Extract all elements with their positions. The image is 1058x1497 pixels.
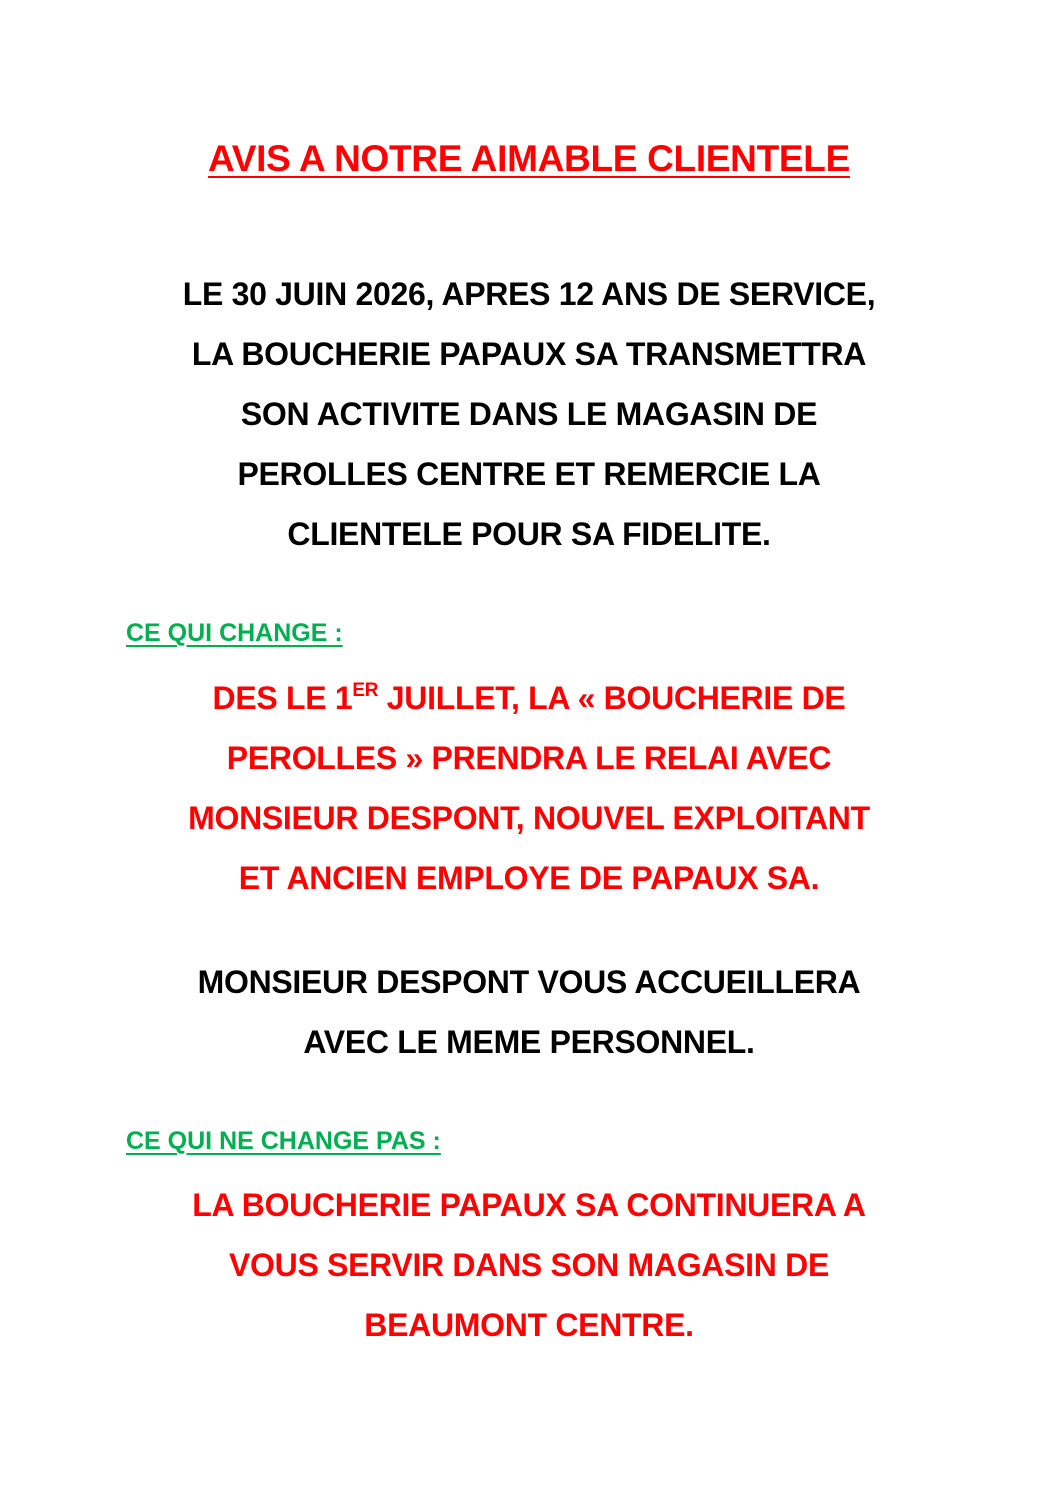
notice-title [0,136,1058,182]
intro-line: SON ACTIVITE DANS LE MAGASIN DE [240,396,818,432]
welcome-line: AVEC LE MEME PERSONNEL. [303,1024,755,1060]
nochange-line: LA BOUCHERIE PAPAUX SA CONTINUERA A [192,1187,866,1223]
welcome-line: MONSIEUR DESPONT VOUS ACCUEILLERA [197,964,861,1000]
intro-line: CLIENTELE POUR SA FIDELITE. [287,516,771,552]
changes-heading: CE QUI CHANGE : [126,619,343,647]
notice-title-text: AVIS A NOTRE AIMABLE CLIENTELE [208,138,850,179]
welcome-paragraph [100,952,958,1072]
changes-line: MONSIEUR DESPONT, NOUVEL EXPLOITANT [188,800,870,836]
nochange-heading: CE QUI NE CHANGE PAS : [126,1127,441,1155]
ordinal-superscript: ER [352,680,379,701]
changes-line-start: DES LE 1 [212,680,353,716]
nochange-line: VOUS SERVIR DANS SON MAGASIN DE [229,1247,829,1283]
intro-line: LE 30 JUIN 2026, APRES 12 ANS DE SERVICE, [182,276,876,312]
changes-line [100,668,958,728]
nochange-paragraph [100,1175,958,1355]
changes-line-end: JUILLET, LA « BOUCHERIE DE [378,680,846,716]
changes-paragraph [100,668,958,908]
nochange-line: BEAUMONT CENTRE. [364,1307,694,1343]
changes-line: PEROLLES » PRENDRA LE RELAI AVEC [226,740,832,776]
changes-line: ET ANCIEN EMPLOYE DE PAPAUX SA. [238,860,820,896]
intro-paragraph [100,264,958,564]
intro-line: PEROLLES CENTRE ET REMERCIE LA [237,456,821,492]
intro-line: LA BOUCHERIE PAPAUX SA TRANSMETTRA [191,336,867,372]
